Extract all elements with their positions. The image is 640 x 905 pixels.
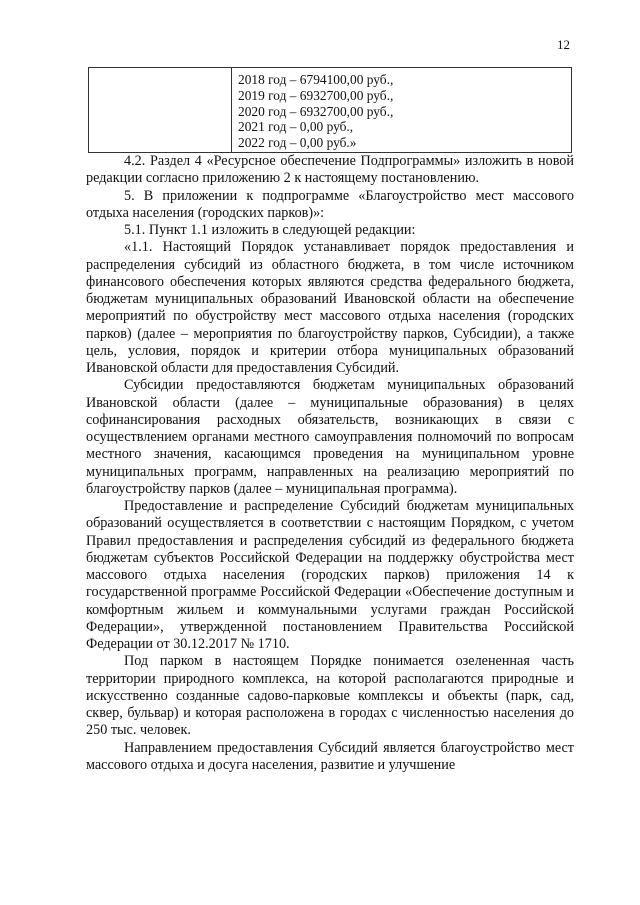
paragraph-1-1: «1.1. Настоящий Порядок устанавливает порядок предоставления и распределения субсидий из областного бюджета, в том числе источником финансового обеспечения которых являются средства федерального бюджета, бюджетам муниципальных образований Ивановской области на обеспечение мероприятий по обустройству мест массового отдыха населения (городских парков) (далее – мероприятия по благоустройству парков, Субсидии), а также цель, условия, порядок и критерии отбора муниципальных образований Ивановской области для предоставления Субсидий. xyxy=(86,239,574,376)
paragraph-park-definition: Под парком в настоящем Порядке понимается озелененная часть территории природного комплекса, на которой располагаются природные и искусственно созданные садово-парковые комплексы и объекты (парк, сад, сквер, бульвар) и которая расположена в городах с численностью населения до 250 тыс. человек. xyxy=(86,653,574,739)
paragraph-direction: Направлением предоставления Субсидий является благоустройство мест массового отдыха и досуга населения, развитие и улучшение xyxy=(86,739,574,773)
paragraph-5: 5. В приложении к подпрограмме «Благоустройство мест массового отдыха населения (городских парков)»: xyxy=(86,187,574,221)
paragraph-subsidies: Субсидии предоставляются бюджетам муниципальных образований Ивановской области (далее – муниципальные образования) в целях софинансирования расходных обязательств, возникающих в связи с осуществлением органами местного самоуправления полномочий по вопросам местного значения, касающимся проведения на муниципальном уровне муниципальных программ, направленных на реализацию мероприятий по благоустройству парков (далее – муниципальная программа). xyxy=(86,377,574,497)
budget-line-2021: 2021 год – 0,00 руб., xyxy=(238,119,354,135)
document-body xyxy=(86,153,574,774)
budget-line-2020: 2020 год – 6932700,00 руб., xyxy=(238,103,394,119)
page-number: 12 xyxy=(557,37,570,52)
paragraph-5-1: 5.1. Пункт 1.1 изложить в следующей редакции: xyxy=(124,222,416,238)
table-row xyxy=(89,68,572,153)
paragraph-distribution: Предоставление и распределение Субсидий бюджетам муниципальных образований осуществляется в соответствии с настоящим Порядком, с учетом Правил предоставления и распределения субсидий из федерального бюджета бюджетам субъектов Российской Федерации на поддержку обустройства мест массового отдыха населения (городских парков) приложения 14 к государственной программе Российской Федерации «Обеспечение доступным и комфортным жильем и коммунальными услугами граждан Российской Федерации», утвержденной постановлением Правительства Российской Федерации от 30.12.2017 № 1710. xyxy=(86,498,574,652)
budget-table xyxy=(88,67,572,153)
paragraph-4-2: 4.2. Раздел 4 «Ресурсное обеспечение Подпрограммы» изложить в новой редакции согласно приложению 2 к настоящему постановлению. xyxy=(86,153,574,187)
table-cell-budget xyxy=(232,68,572,153)
budget-line-2019: 2019 год – 6932700,00 руб., xyxy=(238,87,394,103)
table-cell-empty xyxy=(89,68,232,153)
budget-line-2018: 2018 год – 6794100,00 руб., xyxy=(238,72,394,87)
budget-line-2022: 2022 год – 0,00 руб.» xyxy=(238,135,357,151)
